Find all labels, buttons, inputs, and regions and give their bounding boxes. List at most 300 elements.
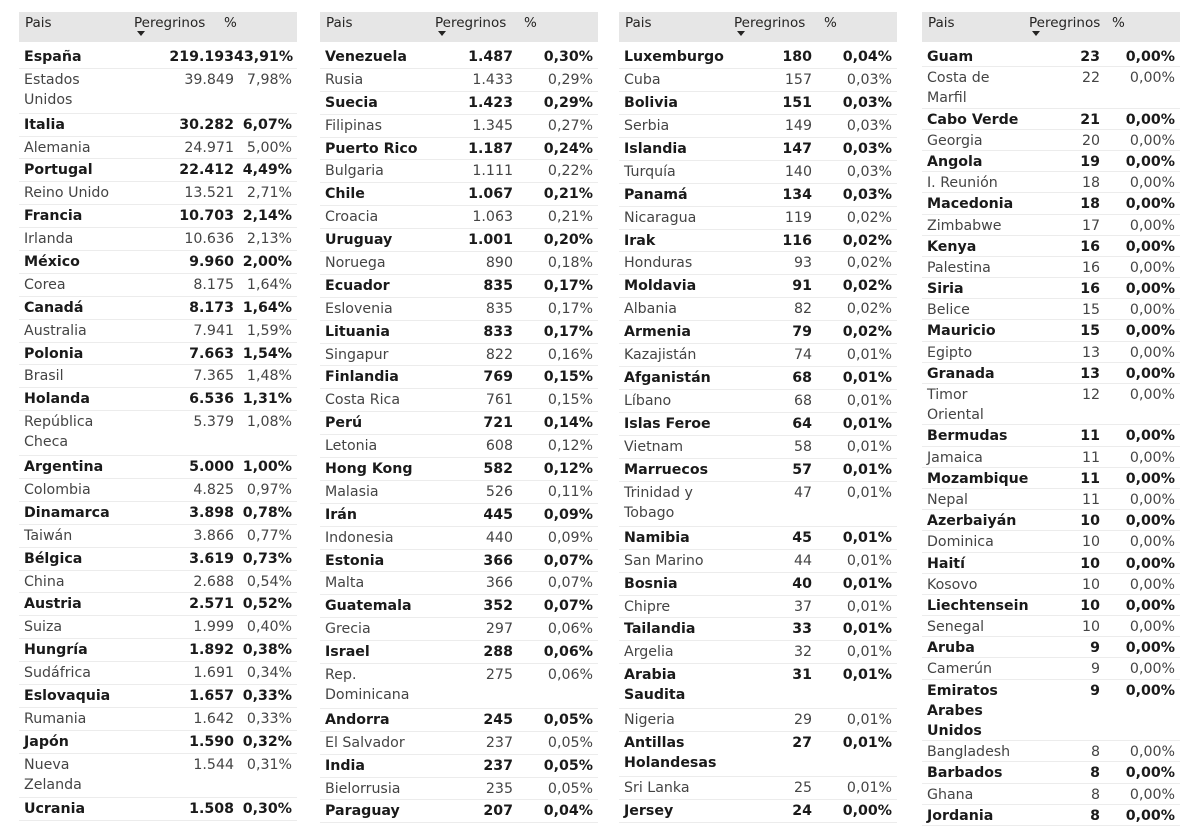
cell-pais: Singapur [325, 346, 389, 363]
cell-pais: Argelia [624, 644, 674, 661]
cell-peregrinos: 45 [792, 529, 812, 546]
table-row-haiti [922, 553, 1180, 574]
cell-peregrinos: 21 [1080, 111, 1100, 128]
cell-percent: 5,00% [246, 139, 292, 156]
cell-pais: Ucrania [24, 801, 86, 818]
table-body [619, 46, 897, 823]
table-row-japon [19, 731, 297, 754]
cell-percent: 0,32% [242, 733, 292, 750]
table-row-ecuador [320, 275, 598, 298]
cell-pais: Rep. Dominicana [325, 667, 410, 704]
cell-pais: Ecuador [325, 277, 390, 294]
cell-percent: 0,00% [1125, 428, 1175, 445]
cell-peregrinos: 10 [1081, 534, 1100, 551]
cell-peregrinos: 39.849 [184, 71, 234, 88]
sort-descending-icon[interactable] [137, 31, 145, 36]
header-pais[interactable]: Pais [326, 15, 353, 31]
table-row-alemania [19, 137, 297, 160]
cell-percent: 2,13% [246, 231, 292, 248]
cell-peregrinos: 11 [1080, 470, 1100, 487]
table-row-chile [320, 183, 598, 206]
cell-pais: Francia [24, 208, 83, 225]
cell-percent: 0,00% [1125, 365, 1175, 382]
cell-pais: Jersey [624, 802, 674, 819]
table-row-kosovo [922, 574, 1180, 595]
cell-percent: 0,04% [842, 49, 892, 65]
cell-pais: Dinamarca [24, 504, 110, 521]
cell-pais: Jamaica [927, 449, 983, 466]
table-row-costa-de-marfil [922, 67, 1180, 108]
table-row-turquia [619, 161, 897, 184]
cell-percent: 0,29% [547, 71, 593, 88]
cell-peregrinos: 9 [1090, 661, 1100, 678]
table-row-malta [320, 572, 598, 595]
table-row-guam [922, 46, 1180, 67]
table-row-siria [922, 278, 1180, 299]
table-row-arabia-saudita [619, 664, 897, 709]
table-row-canada [19, 297, 297, 320]
cell-peregrinos: 91 [792, 278, 812, 295]
header-pais[interactable]: Pais [928, 15, 955, 31]
table-row-lituania [320, 321, 598, 344]
cell-percent: 0,01% [846, 712, 892, 729]
cell-pais: Irlanda [24, 231, 74, 248]
cell-percent: 0,00% [1125, 111, 1175, 128]
cell-pais: Chipre [624, 598, 671, 615]
table-row-mauricio [922, 320, 1180, 341]
table-header [19, 12, 297, 42]
table-row-irlanda [19, 228, 297, 251]
table-row-italia [19, 114, 297, 137]
cell-percent: 0,05% [543, 711, 593, 728]
header-percent[interactable]: % [824, 15, 837, 31]
cell-peregrinos: 8.173 [189, 299, 234, 316]
cell-percent: 0,00% [1125, 238, 1175, 255]
cell-peregrinos: 33 [792, 621, 812, 638]
table-row-republica-checa [19, 411, 297, 456]
cell-percent: 0,01% [846, 598, 892, 615]
cell-percent: 0,02% [842, 324, 892, 341]
cell-peregrinos: 1.999 [193, 619, 234, 636]
cell-peregrinos: 18 [1080, 196, 1100, 213]
cell-percent: 0,01% [842, 667, 892, 684]
cell-percent: 0,02% [846, 301, 892, 318]
cell-pais: Canadá [24, 299, 84, 316]
cell-peregrinos: 10 [1080, 513, 1100, 530]
cell-percent: 0,03% [846, 163, 892, 180]
cell-peregrinos: 140 [784, 163, 812, 180]
cell-pais: Afganistán [624, 370, 711, 387]
cell-pais: Portugal [24, 162, 93, 179]
cell-pais: Perú [325, 415, 363, 432]
table-row-estados-unidos [19, 69, 297, 114]
table-row-tailandia [619, 618, 897, 641]
cell-percent: 0,00% [1129, 786, 1175, 803]
cell-peregrinos: 57 [792, 461, 812, 478]
cell-percent: 0,12% [547, 438, 593, 455]
cell-percent: 0,20% [543, 232, 593, 249]
table-row-rusia [320, 69, 598, 92]
cell-percent: 0,07% [547, 575, 593, 592]
cell-percent: 0,17% [547, 300, 593, 317]
cell-percent: 0,21% [543, 186, 593, 203]
cell-pais: Bulgaria [325, 163, 384, 180]
table-row-granada [922, 363, 1180, 384]
cell-pais: Nueva Zelanda [24, 756, 82, 793]
cell-peregrinos: 29 [793, 712, 812, 729]
cell-pais: Venezuela [325, 49, 407, 65]
cell-peregrinos: 79 [792, 324, 812, 341]
cell-peregrinos: 1.487 [468, 49, 513, 65]
cell-pais: Angola [927, 153, 983, 170]
cell-peregrinos: 68 [792, 370, 812, 387]
cell-percent: 0,00% [1129, 449, 1175, 466]
table-row-polonia [19, 343, 297, 366]
table-row-hungria [19, 639, 297, 662]
cell-peregrinos: 1.067 [468, 186, 513, 203]
cell-peregrinos: 15 [1081, 302, 1100, 319]
cell-peregrinos: 288 [483, 644, 513, 661]
table-header [619, 12, 897, 42]
cell-pais: Jordania [927, 807, 994, 824]
cell-percent: 0,30% [543, 49, 593, 65]
cell-peregrinos: 2.571 [189, 596, 234, 613]
cell-percent: 0,06% [547, 621, 593, 638]
cell-peregrinos: 835 [485, 300, 513, 317]
cell-peregrinos: 11 [1080, 428, 1100, 445]
cell-peregrinos: 11 [1081, 491, 1100, 508]
cell-peregrinos: 9.960 [189, 254, 234, 271]
cell-pais: Malta [325, 575, 365, 592]
table-row-azerbaiyan [922, 510, 1180, 531]
cell-pais: Finlandia [325, 369, 399, 386]
cell-peregrinos: 74 [793, 347, 812, 364]
cell-percent: 1,00% [242, 459, 292, 476]
cell-pais: Haití [927, 555, 965, 572]
table-row-panama [619, 184, 897, 207]
cell-percent: 0,17% [543, 323, 593, 340]
table-row-luxemburgo [619, 46, 897, 69]
cell-peregrinos: 24.971 [184, 139, 234, 156]
table-row-india [320, 755, 598, 778]
table-row-irak [619, 230, 897, 253]
sort-descending-icon[interactable] [737, 31, 745, 36]
table-row-liechtensein [922, 595, 1180, 616]
cell-percent: 1,48% [246, 368, 292, 385]
cell-peregrinos: 1.508 [189, 801, 234, 818]
cell-percent: 0,78% [242, 504, 292, 521]
cell-pais: Islas Feroe [624, 416, 711, 432]
cell-pais: Siria [927, 281, 964, 298]
table-row-costa-rica [320, 389, 598, 412]
cell-peregrinos: 20 [1081, 132, 1100, 149]
table-row-guatemala [320, 595, 598, 618]
cell-peregrinos: 12 [1081, 387, 1100, 404]
cell-peregrinos: 119 [784, 209, 812, 226]
cell-pais: Turquía [624, 163, 676, 180]
cell-percent: 0,01% [846, 347, 892, 364]
cell-peregrinos: 180 [782, 49, 812, 65]
cell-peregrinos: 25 [793, 780, 812, 797]
cell-percent: 0,07% [543, 552, 593, 569]
table-row-namibia [619, 527, 897, 550]
cell-pais: Costa Rica [325, 392, 401, 409]
cell-peregrinos: 582 [483, 461, 513, 478]
cell-peregrinos: 5.379 [193, 414, 234, 431]
table-row-nigeria [619, 709, 897, 732]
header-pais[interactable]: Pais [625, 15, 652, 31]
cell-pais: Tailandia [624, 621, 696, 638]
cell-peregrinos: 24 [792, 802, 812, 819]
table-row-suiza [19, 616, 297, 639]
cell-pais: Bosnia [624, 575, 678, 592]
table-row-nepal [922, 489, 1180, 510]
cell-peregrinos: 1.642 [193, 710, 234, 727]
cell-pais: Namibia [624, 529, 690, 546]
cell-percent: 0,00% [1125, 555, 1175, 572]
header-peregrinos[interactable]: Peregrinos [1029, 15, 1101, 31]
table-row-albania [619, 298, 897, 321]
cell-peregrinos: 10 [1080, 597, 1100, 614]
table-row-hong-kong [320, 458, 598, 481]
cell-peregrinos: 7.663 [189, 345, 234, 362]
cell-pais: Uruguay [325, 232, 393, 249]
cell-percent: 0,73% [242, 550, 292, 567]
cell-pais: Brasil [24, 368, 64, 385]
table-row-eslovaquia [19, 685, 297, 708]
table-row-iran [320, 504, 598, 527]
table-row-puerto-rico [320, 138, 598, 161]
cell-pais: Mozambique [927, 470, 1029, 487]
table-row-marruecos [619, 459, 897, 482]
cell-percent: 2,14% [242, 208, 292, 225]
header-peregrinos[interactable]: Peregrinos [134, 15, 206, 31]
cell-percent: 0,09% [543, 506, 593, 523]
cell-peregrinos: 219.193 [169, 49, 234, 65]
cell-percent: 0,54% [246, 573, 292, 590]
table-row-china [19, 571, 297, 594]
header-peregrinos[interactable]: Peregrinos [435, 15, 507, 31]
table-row-timor-oriental [922, 384, 1180, 425]
table-row-argelia [619, 641, 897, 664]
table-row-indonesia [320, 527, 598, 550]
table-row-francia [19, 205, 297, 228]
table-row-estonia [320, 550, 598, 573]
table-row-sri-lanka [619, 777, 897, 800]
cell-peregrinos: 151 [782, 94, 812, 111]
table-header [922, 12, 1180, 42]
table-row-filipinas [320, 115, 598, 138]
cell-percent: 0,00% [1125, 470, 1175, 487]
cell-peregrinos: 1.423 [468, 94, 513, 111]
header-peregrinos[interactable]: Peregrinos [734, 15, 806, 31]
cell-pais: Suecia [325, 94, 378, 111]
cell-pais: Marruecos [624, 461, 709, 478]
cell-pais: Lituania [325, 323, 390, 340]
cell-percent: 0,31% [246, 756, 292, 773]
cell-pais: Trinidad y Tobago [624, 484, 693, 521]
cell-pais: India [325, 757, 365, 774]
cell-percent: 0,97% [246, 481, 292, 498]
cell-pais: República Checa [24, 414, 94, 451]
cell-percent: 0,00% [1125, 765, 1175, 782]
cell-percent: 0,00% [1129, 661, 1175, 678]
cell-peregrinos: 761 [485, 392, 513, 409]
table-row-croacia [320, 206, 598, 229]
cell-percent: 0,00% [1125, 196, 1175, 213]
cell-peregrinos: 15 [1080, 323, 1100, 340]
cell-peregrinos: 608 [485, 438, 513, 455]
cell-pais: Eslovaquia [24, 687, 111, 704]
cell-peregrinos: 1.187 [468, 140, 513, 157]
table-row-argentina [19, 456, 297, 479]
cell-percent: 0,02% [842, 232, 892, 249]
table-row-malasia [320, 481, 598, 504]
cell-percent: 0,01% [846, 393, 892, 410]
cell-pais: Antillas Holandesas [624, 735, 717, 772]
cell-pais: Kazajistán [624, 347, 697, 364]
cell-percent: 0,03% [842, 186, 892, 203]
cell-pais: San Marino [624, 552, 704, 569]
cell-pais: Luxemburgo [624, 49, 724, 65]
cell-pais: España [24, 49, 82, 65]
table-row-san-marino [619, 550, 897, 573]
cell-pais: Bermudas [927, 428, 1008, 445]
cell-pais: Corea [24, 276, 66, 293]
table-row-kazajistan [619, 344, 897, 367]
cell-peregrinos: 13 [1080, 365, 1100, 382]
cell-pais: Irak [624, 232, 656, 249]
cell-percent: 0,02% [846, 255, 892, 272]
cell-pais: Polonia [24, 345, 84, 362]
cell-peregrinos: 5.000 [189, 459, 234, 476]
cell-peregrinos: 10 [1081, 619, 1100, 636]
cell-pais: Ghana [927, 786, 974, 803]
cell-pais: Panamá [624, 186, 688, 203]
table-row-cabo-verde [922, 109, 1180, 130]
cell-percent: 0,03% [842, 94, 892, 111]
cell-percent: 0,00% [1125, 323, 1175, 340]
cell-percent: 0,00% [1125, 281, 1175, 298]
cell-percent: 0,05% [543, 757, 593, 774]
cell-pais: Suiza [24, 619, 63, 636]
header-percent[interactable]: % [1112, 15, 1125, 31]
sort-descending-icon[interactable] [438, 31, 446, 36]
cell-percent: 0,38% [242, 642, 292, 659]
cell-peregrinos: 3.619 [189, 550, 234, 567]
cell-pais: Bélgica [24, 550, 83, 567]
table-row-taiwan [19, 525, 297, 548]
cell-peregrinos: 68 [793, 393, 812, 410]
cell-peregrinos: 47 [793, 484, 812, 501]
cell-peregrinos: 352 [483, 598, 513, 615]
header-pais[interactable]: Pais [25, 15, 52, 31]
cell-percent: 0,01% [842, 735, 892, 752]
cell-peregrinos: 10 [1081, 576, 1100, 593]
table-row-singapur [320, 344, 598, 367]
table-row-senegal [922, 616, 1180, 637]
cell-pais: Camerún [927, 661, 992, 678]
cell-percent: 0,33% [242, 687, 292, 704]
cell-percent: 0,34% [246, 665, 292, 682]
cell-peregrinos: 366 [485, 575, 513, 592]
cell-percent: 0,01% [846, 780, 892, 797]
table-panel-1 [19, 12, 297, 821]
cell-pais: Guam [927, 49, 974, 65]
cell-pais: Palestina [927, 259, 991, 276]
cell-percent: 43,91% [234, 49, 294, 65]
cell-pais: Irán [325, 506, 357, 523]
header-percent[interactable]: % [224, 15, 237, 31]
cell-peregrinos: 7.365 [193, 368, 234, 385]
cell-percent: 0,00% [1129, 132, 1175, 149]
cell-percent: 0,00% [1125, 597, 1175, 614]
cell-percent: 4,49% [242, 162, 292, 179]
cell-percent: 0,15% [543, 369, 593, 386]
table-row-peru [320, 412, 598, 435]
cell-percent: 0,00% [1129, 217, 1175, 234]
cell-pais: Bielorrusia [325, 780, 401, 797]
table-row-corea [19, 274, 297, 297]
cell-peregrinos: 16 [1081, 259, 1100, 276]
header-percent[interactable]: % [524, 15, 537, 31]
cell-peregrinos: 10.636 [184, 231, 234, 248]
cell-peregrinos: 8 [1090, 786, 1100, 803]
cell-peregrinos: 93 [793, 255, 812, 272]
cell-pais: Granada [927, 365, 995, 382]
cell-peregrinos: 275 [485, 667, 513, 684]
cell-peregrinos: 1.345 [472, 117, 513, 134]
cell-peregrinos: 11 [1081, 449, 1100, 466]
cell-peregrinos: 22.412 [179, 162, 234, 179]
cell-pais: Costa de Marfil [927, 70, 990, 107]
cell-percent: 1,64% [242, 299, 292, 316]
cell-peregrinos: 13 [1081, 344, 1100, 361]
cell-percent: 0,29% [543, 94, 593, 111]
cell-pais: Estados Unidos [24, 71, 80, 108]
cell-pais: Nepal [927, 491, 968, 508]
cell-pais: Nigeria [624, 712, 675, 729]
cell-percent: 6,07% [242, 116, 292, 133]
cell-pais: Filipinas [325, 117, 382, 134]
table-row-australia [19, 320, 297, 343]
table-body [19, 46, 297, 821]
cell-pais: Timor Oriental [927, 387, 984, 424]
cell-pais: Egipto [927, 344, 973, 361]
cell-percent: 0,00% [1129, 576, 1175, 593]
cell-percent: 0,00% [1129, 259, 1175, 276]
cell-pais: Arabia Saudita [624, 667, 686, 704]
cell-percent: 0,03% [842, 140, 892, 157]
cell-pais: Alemania [24, 139, 91, 156]
cell-peregrinos: 37 [793, 598, 812, 615]
table-row-nueva-zelanda [19, 754, 297, 799]
cell-percent: 0,15% [547, 392, 593, 409]
table-row-el-salvador [320, 732, 598, 755]
cell-percent: 0,01% [842, 621, 892, 638]
cell-percent: 0,01% [842, 370, 892, 387]
table-row-bermudas [922, 425, 1180, 446]
table-row-antillas-holandesas [619, 732, 897, 777]
cell-pais: Moldavia [624, 278, 697, 295]
sort-descending-icon[interactable] [1032, 31, 1040, 36]
cell-peregrinos: 8 [1090, 807, 1100, 824]
table-row-islandia [619, 138, 897, 161]
table-panel-2 [320, 12, 598, 823]
cell-pais: Rumania [24, 710, 87, 727]
cell-peregrinos: 9 [1090, 640, 1100, 657]
table-row-jersey [619, 800, 897, 823]
